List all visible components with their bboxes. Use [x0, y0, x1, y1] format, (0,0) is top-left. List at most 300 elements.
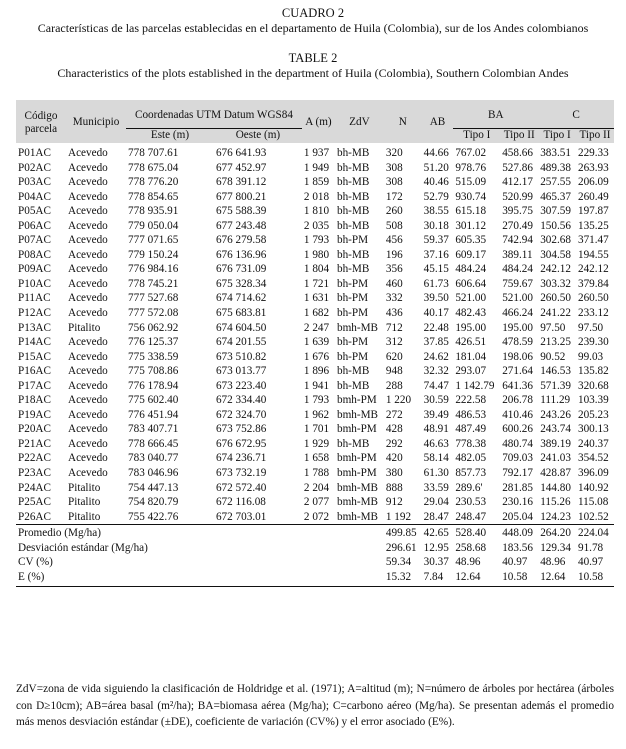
cell-c-tipo2: 140.92	[577, 481, 609, 494]
cell-ab: 37.85	[423, 336, 449, 349]
cell-zdv: bh-PM	[336, 336, 369, 349]
cell-c-tipo2: 135.82	[577, 365, 609, 378]
cell-c-tipo2: 197.87	[577, 205, 609, 218]
cell-este: 783 407.71	[128, 423, 179, 436]
summary-c1: 12.64	[538, 570, 576, 587]
cell-codigo: P01AC	[18, 147, 51, 159]
cell-altitud: 1 793	[303, 234, 330, 247]
cell-este: 778 776.20	[128, 176, 179, 189]
cell-ab: 33.59	[423, 481, 449, 494]
cell-c-tipo1: 115.26	[540, 496, 571, 509]
cell-c-tipo1: 303.32	[540, 277, 571, 290]
summary-c2: 91.78	[577, 541, 604, 554]
cell-codigo: P04AC	[18, 190, 51, 203]
table-row	[16, 175, 614, 190]
cell-c-tipo1: 243.74	[540, 423, 571, 436]
cell-n: 436	[385, 307, 403, 320]
cell-ba-tipo1: 222.58	[455, 394, 487, 407]
cell-este: 783 046.96	[128, 467, 179, 480]
cell-altitud: 1 676	[303, 350, 330, 363]
cell-zdv: bh-MB	[336, 437, 370, 450]
cell-altitud: 1 639	[303, 336, 330, 349]
cell-ba-tipo2: 389.11	[502, 248, 533, 261]
table-row	[16, 321, 614, 336]
cuadro-label: CUADRO 2	[281, 6, 345, 20]
cell-c-tipo1: 111.29	[540, 394, 571, 407]
table-row	[16, 219, 614, 234]
cell-este: 778 935.91	[128, 205, 179, 218]
cell-zdv: bh-MB	[336, 248, 370, 261]
cell-codigo: P08AC	[18, 248, 51, 261]
table-row	[16, 481, 614, 496]
table-row	[16, 350, 614, 365]
cell-codigo: P06AC	[18, 219, 51, 232]
cell-ba-tipo1: 521.00	[455, 292, 487, 305]
cell-oeste: 673 510.82	[215, 350, 267, 363]
cell-c-tipo1: 307.59	[540, 205, 571, 218]
cell-n: 332	[385, 292, 403, 305]
cell-codigo: P14AC	[18, 336, 51, 349]
cell-este: 776 451.94	[128, 408, 179, 421]
cell-este: 776 178.94	[128, 379, 179, 392]
cell-este: 756 062.92	[128, 321, 179, 334]
header-municipio: Municipio	[66, 100, 126, 143]
cell-oeste: 673 223.40	[215, 379, 267, 392]
summary-ba1: 528.40	[453, 525, 500, 541]
cell-c-tipo2: 102.52	[577, 510, 609, 523]
cell-ba-tipo2: 521.00	[502, 292, 533, 305]
cell-c-tipo1: 302.68	[540, 234, 571, 247]
cell-municipio: Acevedo	[68, 248, 108, 261]
table-row	[16, 262, 614, 277]
cell-zdv: bmh-PM	[336, 423, 377, 436]
cell-c-tipo2: 103.39	[577, 394, 609, 407]
cell-c-tipo2: 263.93	[577, 161, 609, 174]
cell-n: 288	[385, 379, 403, 392]
cell-c-tipo1: 241.03	[540, 452, 571, 465]
header-coordenadas: Coordenadas UTM Datum WGS84	[126, 100, 302, 129]
cell-ba-tipo2: 205.04	[502, 510, 533, 523]
cell-este: 776 125.37	[128, 336, 179, 349]
cell-n: 260	[385, 205, 403, 218]
cell-n: 456	[385, 234, 403, 247]
cell-municipio: Acevedo	[68, 292, 108, 305]
cell-ab: 30.18	[423, 219, 449, 232]
summary-n: 296.61	[385, 541, 417, 554]
cell-zdv: bh-MB	[336, 147, 370, 159]
cell-ab: 39.49	[423, 408, 449, 421]
cell-codigo: P09AC	[18, 263, 51, 276]
cell-n: 308	[385, 161, 403, 174]
table-row	[16, 277, 614, 292]
cell-altitud: 1 682	[303, 307, 330, 320]
cell-este: 775 708.86	[128, 365, 179, 378]
cell-c-tipo1: 144.80	[540, 481, 571, 494]
cell-c-tipo2: 371.47	[577, 234, 609, 247]
summary-row	[16, 555, 614, 570]
cell-municipio: Acevedo	[68, 277, 108, 290]
cell-c-tipo2: 239.30	[577, 336, 609, 349]
header-ba-tipo2: Tipo II	[500, 129, 538, 144]
summary-ab: 30.37	[423, 556, 449, 569]
summary-c1: 48.96	[540, 556, 566, 569]
cell-municipio: Acevedo	[68, 219, 108, 232]
cell-este: 777 071.65	[128, 234, 179, 247]
cell-c-tipo1: 257.55	[540, 176, 571, 189]
summary-label: CV (%)	[18, 556, 53, 569]
table-row	[16, 306, 614, 321]
cell-c-tipo1: 465.37	[540, 190, 571, 203]
cell-altitud: 1 859	[303, 176, 330, 189]
cell-c-tipo1: 428.87	[540, 467, 571, 480]
cell-este: 777 572.08	[128, 307, 179, 320]
cell-ba-tipo2: 206.78	[502, 394, 533, 407]
header-c-tipo2: Tipo II	[576, 129, 614, 144]
cell-este: 777 527.68	[128, 292, 179, 305]
cell-ba-tipo1: 484.24	[455, 263, 487, 276]
cell-oeste: 677 800.21	[215, 190, 267, 203]
cell-municipio: Acevedo	[68, 379, 108, 392]
summary-ba2: 448.09	[500, 525, 538, 541]
summary-n: 15.32	[384, 570, 422, 587]
cell-ba-tipo1: 289.6'	[455, 481, 483, 494]
summary-c1: 264.20	[538, 525, 576, 541]
cell-ab: 61.73	[423, 277, 449, 290]
cell-municipio: Acevedo	[68, 263, 108, 276]
plots-table	[16, 100, 614, 587]
cell-c-tipo2: 260.50	[577, 292, 609, 305]
cell-altitud: 2 204	[303, 481, 330, 494]
cell-municipio: Acevedo	[68, 437, 108, 450]
cell-c-tipo1: 213.25	[540, 336, 571, 349]
cell-oeste: 672 703.01	[215, 510, 267, 523]
cell-ba-tipo1: 482.05	[455, 452, 487, 465]
cell-n: 948	[385, 365, 403, 378]
cell-ba-tipo1: 857.73	[455, 467, 487, 480]
cell-c-tipo1: 389.19	[540, 437, 571, 450]
cell-ab: 30.59	[423, 394, 449, 407]
cell-c-tipo1: 90.52	[540, 350, 566, 363]
cell-n: 712	[385, 321, 403, 334]
cell-c-tipo2: 354.52	[577, 452, 609, 465]
cell-c-tipo2: 115.08	[577, 496, 609, 509]
summary-c2: 10.58	[576, 570, 614, 587]
cell-c-tipo2: 396.09	[577, 467, 609, 480]
cell-ab: 74.47	[423, 379, 449, 392]
cell-municipio: Acevedo	[68, 307, 108, 320]
cell-n: 1 192	[385, 510, 412, 523]
cell-ba-tipo2: 709.03	[502, 452, 533, 465]
cell-codigo: P11AC	[18, 292, 51, 305]
cell-ba-tipo1: 515.09	[455, 176, 487, 189]
cell-c-tipo1: 124.23	[540, 510, 571, 523]
cell-oeste: 674 236.71	[215, 452, 267, 465]
cell-altitud: 1 941	[303, 379, 330, 392]
cell-codigo: P15AC	[18, 350, 51, 363]
cell-ab: 38.55	[423, 205, 449, 218]
cell-altitud: 2 018	[303, 190, 330, 203]
summary-c2: 40.97	[577, 556, 604, 569]
cell-codigo: P23AC	[18, 467, 51, 480]
header-c: C	[538, 100, 614, 129]
cell-altitud: 1 701	[303, 423, 330, 436]
cell-ba-tipo1: 248.47	[455, 510, 487, 523]
cell-ba-tipo1: 615.18	[455, 205, 487, 218]
cell-n: 420	[385, 452, 403, 465]
cell-altitud: 1 658	[303, 452, 330, 465]
cell-zdv: bh-MB	[336, 161, 370, 174]
cell-c-tipo1: 97.50	[540, 321, 566, 334]
cell-zdv: bh-MB	[336, 263, 370, 276]
summary-label: Desviación estándar (Mg/ha)	[18, 541, 148, 554]
cell-oeste: 675 683.81	[215, 307, 267, 320]
cell-ba-tipo1: 482.43	[455, 307, 487, 320]
cell-ba-tipo2: 270.49	[502, 219, 533, 232]
summary-row	[16, 525, 614, 541]
cell-zdv: bmh-MB	[336, 510, 378, 523]
cell-ba-tipo2: 410.46	[502, 408, 533, 421]
cell-altitud: 1 793	[303, 394, 330, 407]
cell-c-tipo2: 194.55	[577, 248, 609, 261]
cell-altitud: 1 949	[303, 161, 330, 174]
cell-zdv: bmh-MB	[336, 408, 378, 421]
table-row	[16, 248, 614, 263]
cell-n: 888	[385, 481, 403, 494]
cell-codigo: P21AC	[18, 437, 51, 450]
cell-municipio: Acevedo	[68, 423, 108, 436]
cell-c-tipo2: 205.23	[577, 408, 609, 421]
table-header	[16, 100, 614, 143]
cell-n: 460	[385, 277, 403, 290]
cell-ab: 59.37	[423, 234, 449, 247]
cell-este: 775 602.40	[128, 394, 179, 407]
table-row	[16, 161, 614, 176]
cell-ab: 51.20	[423, 161, 449, 174]
cell-municipio: Acevedo	[68, 205, 108, 218]
cell-c-tipo2: 242.12	[577, 263, 609, 276]
table-row	[16, 335, 614, 350]
cell-codigo: P07AC	[18, 234, 51, 247]
table-row	[16, 379, 614, 394]
cell-c-tipo2: 135.25	[577, 219, 609, 232]
table-row	[16, 364, 614, 379]
cell-este: 776 984.16	[128, 263, 179, 276]
cell-ab: 39.50	[423, 292, 449, 305]
cell-oeste: 672 572.40	[215, 481, 267, 494]
cell-ba-tipo1: 978.76	[455, 161, 487, 174]
cell-municipio: Acevedo	[68, 336, 108, 349]
cell-ab: 45.15	[423, 263, 449, 276]
cell-zdv: bmh-MB	[336, 321, 378, 334]
header-este: Este (m)	[126, 129, 214, 144]
summary-n: 499.85	[384, 525, 422, 541]
header-ba-tipo1: Tipo I	[453, 129, 500, 144]
cell-ab: 22.48	[423, 321, 449, 334]
cell-este: 783 040.77	[128, 452, 179, 465]
cell-municipio: Acevedo	[68, 350, 108, 363]
cell-altitud: 1 810	[303, 205, 330, 218]
cell-ba-tipo1: 293.07	[455, 365, 487, 378]
cell-zdv: bh-MB	[336, 379, 370, 392]
table-row	[16, 437, 614, 452]
cell-este: 779 050.04	[128, 219, 179, 232]
summary-n: 59.34	[385, 556, 412, 569]
cell-ab: 48.91	[423, 423, 449, 436]
cell-altitud: 2 035	[303, 219, 330, 232]
table-row	[16, 190, 614, 205]
cell-codigo: P02AC	[18, 161, 51, 174]
cell-n: 312	[385, 336, 403, 349]
cell-codigo: P17AC	[18, 379, 51, 392]
summary-c1: 129.34	[540, 541, 571, 554]
cell-oeste: 677 452.97	[215, 161, 267, 174]
cell-c-tipo2: 229.33	[577, 147, 609, 159]
cell-codigo: P26AC	[18, 510, 51, 523]
table-row	[16, 408, 614, 423]
cell-zdv: bh-PM	[336, 234, 369, 247]
cell-altitud: 1 962	[303, 408, 330, 421]
cell-c-tipo1: 383.51	[540, 147, 571, 159]
cell-ba-tipo1: 606.64	[455, 277, 487, 290]
cell-zdv: bmh-MB	[336, 496, 378, 509]
cell-n: 508	[385, 219, 403, 232]
cell-ab: 61.30	[423, 467, 449, 480]
cell-c-tipo1: 243.26	[540, 408, 571, 421]
cell-n: 320	[385, 147, 403, 159]
cell-zdv: bh-MB	[336, 176, 370, 189]
cell-zdv: bh-PM	[336, 350, 369, 363]
table-row	[16, 495, 614, 510]
cell-c-tipo1: 150.56	[540, 219, 571, 232]
cell-municipio: Acevedo	[68, 365, 108, 378]
table-row	[16, 143, 614, 161]
cell-codigo: P03AC	[18, 176, 51, 189]
table-footnote: ZdV=zona de vida siguiendo la clasificación de Holdridge et al. (1971); A=altitud (m); N=número de árboles por hectárea (árboles con D≥10cm); AB=área basal (m²/ha); BA=biomasa aérea (Mg/ha); C=carbono aéreo (Mg/ha). Se presentan además el promedio más menos desviación estándar (±DE), coeficiente de variación (CV%) y el error asociado (E%).	[16, 683, 614, 728]
cell-municipio: Acevedo	[68, 161, 108, 174]
cell-codigo: P10AC	[18, 277, 51, 290]
cell-municipio: Acevedo	[68, 408, 108, 421]
cell-altitud: 1 937	[303, 147, 330, 159]
cell-ba-tipo1: 301.12	[455, 219, 487, 232]
cell-codigo: P19AC	[18, 408, 51, 421]
table-row	[16, 233, 614, 248]
cell-c-tipo2: 99.03	[577, 350, 604, 363]
cell-ab: 24.62	[423, 350, 449, 363]
cell-oeste: 676 731.09	[215, 263, 267, 276]
cell-ab: 37.16	[423, 248, 449, 261]
cell-ba-tipo2: 484.24	[502, 263, 533, 276]
cell-ba-tipo1: 767.02	[455, 147, 487, 159]
cell-zdv: bh-MB	[336, 190, 370, 203]
cell-oeste: 672 116.08	[215, 496, 266, 509]
table-titles	[0, 6, 626, 81]
cell-oeste: 676 279.58	[215, 234, 267, 247]
cell-c-tipo2: 97.50	[577, 321, 604, 334]
cell-ba-tipo2: 478.59	[502, 336, 533, 349]
cell-este: 754 447.13	[128, 481, 179, 494]
cell-este: 778 854.65	[128, 190, 179, 203]
cell-ab: 28.47	[423, 510, 449, 523]
cell-municipio: Acevedo	[68, 176, 108, 189]
cell-altitud: 2 077	[303, 496, 330, 509]
cell-ab: 32.32	[423, 365, 449, 378]
cell-ba-tipo2: 520.99	[502, 190, 533, 203]
cuadro-caption: Características de las parcelas establecidas en el departamento de Huila (Colombia), sur de los Andes colombianos	[37, 21, 589, 35]
header-ab: AB	[422, 100, 454, 143]
cell-ba-tipo1: 609.17	[455, 248, 487, 261]
cell-n: 380	[385, 467, 403, 480]
table-row	[16, 466, 614, 481]
cell-este: 779 150.24	[128, 248, 179, 261]
summary-label: E (%)	[16, 570, 384, 587]
header-codigo: Código parcela	[16, 100, 66, 143]
cell-ba-tipo1: 778.38	[455, 437, 487, 450]
cell-ab: 40.46	[423, 176, 449, 189]
cell-oeste: 676 641.93	[215, 147, 267, 159]
cell-zdv: bh-MB	[336, 219, 370, 232]
table-row	[16, 393, 614, 408]
cell-c-tipo1: 489.38	[540, 161, 571, 174]
cell-municipio: Acevedo	[68, 452, 108, 465]
cell-codigo: P18AC	[18, 394, 51, 407]
cell-municipio: Pitalito	[68, 481, 101, 494]
cell-oeste: 678 391.12	[215, 176, 267, 189]
cell-n: 272	[385, 408, 403, 421]
cell-oeste: 676 672.95	[215, 437, 267, 450]
cell-ba-tipo2: 527.86	[502, 161, 533, 174]
cell-n: 308	[385, 176, 403, 189]
cell-altitud: 1 721	[303, 277, 330, 290]
cell-codigo: P13AC	[18, 321, 51, 334]
cell-ba-tipo2: 480.74	[502, 437, 533, 450]
cell-ba-tipo1: 605.35	[455, 234, 487, 247]
cell-altitud: 1 929	[303, 437, 330, 450]
cell-oeste: 673 752.86	[215, 423, 267, 436]
summary-ab: 12.95	[423, 541, 449, 554]
summary-ba2: 10.58	[500, 570, 538, 587]
cell-c-tipo2: 240.37	[577, 437, 609, 450]
cell-n: 1 220	[385, 394, 412, 407]
cell-ba-tipo1: 426.51	[455, 336, 487, 349]
cell-este: 778 675.04	[128, 161, 179, 174]
cell-ba-tipo2: 466.24	[502, 307, 533, 320]
cell-oeste: 672 334.40	[215, 394, 267, 407]
cell-n: 620	[385, 350, 403, 363]
cell-este: 754 820.79	[128, 496, 179, 509]
summary-ba1: 12.64	[453, 570, 500, 587]
cell-c-tipo2: 260.49	[577, 190, 609, 203]
cell-este: 778 666.45	[128, 437, 179, 450]
cell-zdv: bh-PM	[336, 307, 369, 320]
table-label: TABLE 2	[288, 51, 338, 65]
cell-oeste: 674 201.55	[215, 336, 267, 349]
cell-ba-tipo1: 1 142.79	[455, 379, 495, 392]
cell-codigo: P24AC	[18, 481, 51, 494]
cell-oeste: 677 243.48	[215, 219, 267, 232]
cell-n: 172	[385, 190, 403, 203]
cell-oeste: 675 588.39	[215, 205, 267, 218]
cell-oeste: 674 714.62	[215, 292, 267, 305]
summary-row	[16, 541, 614, 556]
cell-zdv: bmh-MB	[336, 481, 378, 494]
cell-ba-tipo1: 195.00	[455, 321, 487, 334]
cell-ba-tipo2: 600.26	[502, 423, 533, 436]
table-row	[16, 510, 614, 525]
cell-ba-tipo2: 271.64	[502, 365, 533, 378]
cell-municipio: Acevedo	[68, 467, 108, 480]
cell-n: 196	[385, 248, 403, 261]
cell-ba-tipo2: 281.85	[502, 481, 533, 494]
